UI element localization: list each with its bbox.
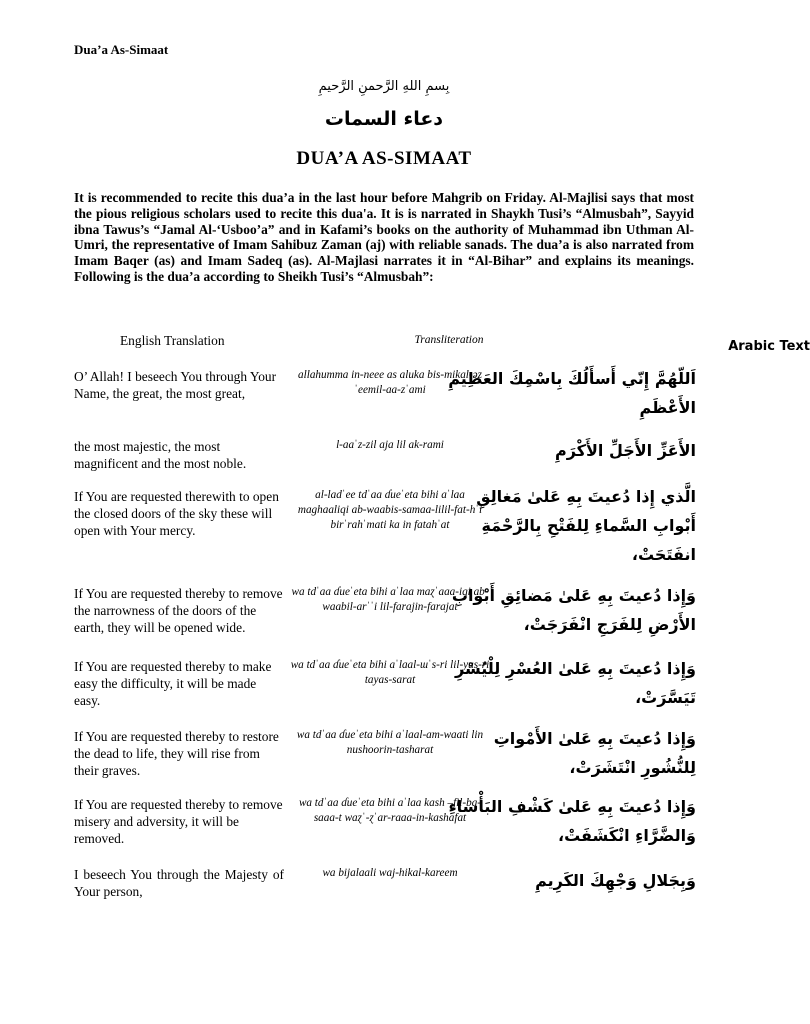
transliteration-text: wa tdˈaa ɗueˈeta bihi aˈlaa maɀˈaaa-iqi ab- waabil-arˈˈi lil-farajin-farajat [291,586,489,613]
column-header-transliteration: Transliteration [414,334,484,346]
arabic-text: وَإِذا دُعيتَ بِهِ عَلىٰ الأَمْواتِ لِلنُّشُورِ انْتَشَرَتْ، [493,729,696,777]
english-translation: If You are requested thereby to restore the dead to life, they will rise from their graves. [74,729,279,778]
arabic-text: وَإِذا دُعيتَ بِهِ عَلىٰ العُسْرِ لِلْيُسْرِ تَيَسَّرَتْ، [454,659,696,707]
english-translation: If You are requested thereby to remove misery and adversity, it will be removed. [74,797,283,846]
transliteration-text: wa tdˈaa ɗueˈeta bihi aˈlaa kash –fil-ba-saaa-t waɀˈ-ɀˈar-raaa-in-kashafat [298,797,482,824]
english-translation: If You are requested thereby to make easy the difficulty, it will be made easy. [74,659,272,708]
arabic-text: وَبِجَلالِ وَجْهِكَ الكَرِيمِ [535,871,696,890]
arabic-text: الأَعَزِّ الأَجَلِّ الأَكْرَمِ [554,441,696,460]
intro-paragraph: It is recommended to recite this dua’a in the last hour before Mahgrib on Friday. Al-Majlisi says that most the pious religious scholars used to recite this dua'a. It is is narrated in Shaykh Tusi’s “Almusbah”, Sayyid ibna Tawus’s “Jamal Al-‘Usboo’a” and in Kafami’s books on the authority of Muhammad ibn Uthman Al-Umri, the representative of Imam Sahibuz Zaman (aj) with reliable sanads. The dua’a is also narrated from Imam Baqer (as) and Imam Sadeq (as). Al-Majlasi narrates it in “Al-Bihar” and explains its meanings. Following is the dua’a according to Sheikh Tusi’s “Almusbah”: [74,190,694,284]
english-translation: If You are requested therewith to open the closed doors of the sky these will open with Your mercy. [74,489,279,538]
english-translation: the most majestic, the most magnificent and the most noble. [74,439,247,471]
transliteration-text: wa tdˈaa ɗueˈeta bihi aˈlaal-ɯˈs-ri lil-yus-ri tayas-sarat [290,659,490,686]
column-header-arabic: Arabic Text [728,339,810,354]
english-translation: If You are requested thereby to remove the narrowness of the doors of the earth, they will be opened wide. [74,586,283,635]
document-header: Dua’a As-Simaat [74,42,169,57]
transliteration-text: wa tdˈaa ɗueˈeta bihi aˈlaal-am-waati lin nushoorin-tasharat [296,729,484,756]
english-translation: I beseech You through the Majesty of Your person, [74,867,284,899]
transliteration-text: allahumma in-neee as aluka bis-mikal-ǝzˈeemil-aa-zˈami [298,369,482,396]
transliteration-text: l-aaˈz-zil aja lil ak-rami [336,439,444,451]
arabic-text: وَإِذا دُعيتَ بِهِ عَلىٰ كَشْفِ البَأْساءِ وَالضَّرَّاءِ انْكَشَفَتْ، [448,797,696,845]
bismillah-heading: بِسمِ اللهِ الرَّحمنِ الرَّحيمِ [318,79,450,94]
english-translation: O’ Allah! I beseech You through Your Name, the great, the most great, [74,369,277,401]
arabic-text: وَإِذا دُعيتَ بِهِ عَلىٰ مَضائِقِ أَبْوابِ الأَرْضِ لِلفَرَجِ انْفَرَجَتْ، [451,586,696,634]
transliteration-text: wa bijalaali waj-hikal-kareem [322,867,458,879]
column-header-english: English Translation [120,333,225,348]
transliteration-text: al-ladˈee tdˈaa ɗueˈeta bihi aˈlaa maghaaliqi ab-waabis-samaa-lilil-fat-hˈi birˈrahˈmati ka in fatahˈat [297,489,483,531]
arabic-text: اَللّهُمَّ إِنّي أَسأَلُكَ بِاسْمِكَ العَظِيمِ الأَعْظَمِ [448,369,696,417]
arabic-title: دعاء السمات [324,108,444,130]
page-title: DUA’A AS-SIMAAT [296,148,472,169]
arabic-text: الَّذي إِذا دُعيتَ بِهِ عَلىٰ مَغالِقِ أَبْوابِ السَّماءِ لِلفَتْحِ بِالرَّحْمَةِ انفَتَحَتْ، [476,487,696,564]
